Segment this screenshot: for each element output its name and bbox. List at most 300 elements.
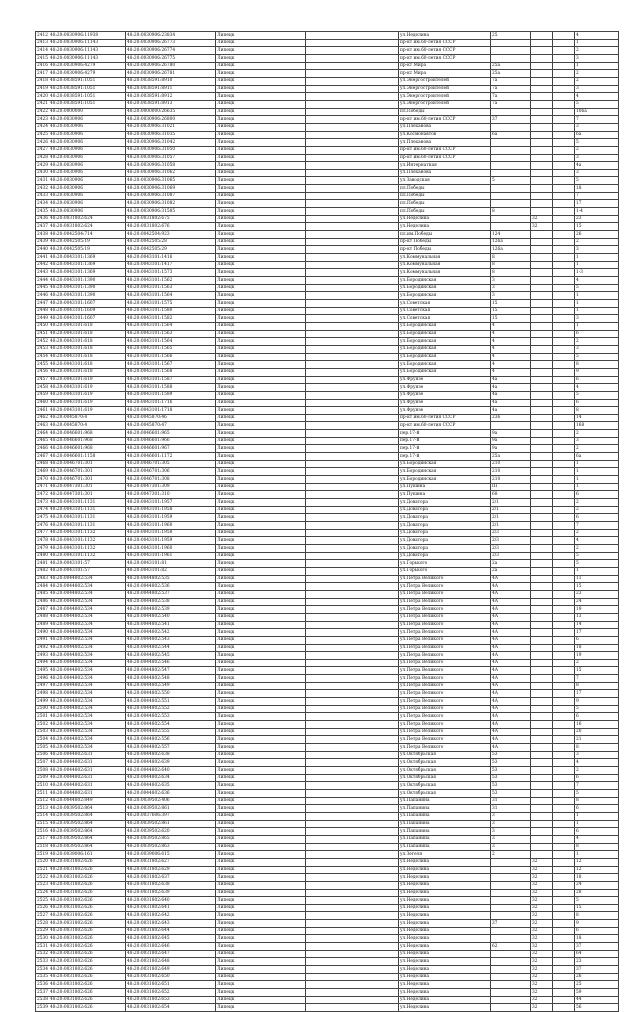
cadastral-block: 48:20:0030906 <box>50 193 83 199</box>
table-row <box>36 966 619 974</box>
cell-house <box>491 47 531 55</box>
cell-empty <box>306 583 399 591</box>
cell-house <box>491 215 531 223</box>
table-row <box>36 721 619 729</box>
cell-flat: 1 <box>575 322 619 330</box>
table-row <box>36 736 619 744</box>
cadastral-block: 48:20:0031802:626 <box>50 905 93 911</box>
cell-street: пр-кт Победы <box>399 238 491 246</box>
cell-flat: 4 <box>575 759 619 767</box>
cell-empty <box>306 1004 399 1012</box>
cell-number-cadastral <box>36 797 126 805</box>
cell-house: 2/3 <box>491 552 531 560</box>
cell-extra <box>553 254 575 262</box>
cadastral-block: 48:20:0031802:626 <box>50 890 93 896</box>
cell-building <box>531 774 553 782</box>
cell-number-cadastral <box>36 889 126 897</box>
row-number: 2505 <box>37 744 48 750</box>
table-row <box>36 950 619 958</box>
cell-city: Липецк <box>216 514 306 522</box>
row-number: 2452 <box>37 338 48 344</box>
cell-street: ул.Неделина <box>399 904 491 912</box>
cell-city: Липецк <box>216 292 306 300</box>
cell-empty <box>306 675 399 683</box>
row-number: 2525 <box>37 897 48 903</box>
cell-street: пр-кт Мира <box>399 70 491 78</box>
cell-cadastral-number: 48:20:0043101:1957 <box>126 499 216 507</box>
table-row <box>36 544 619 552</box>
cell-empty <box>306 629 399 637</box>
cell-street: ул.Фрунзе <box>399 407 491 415</box>
cell-flat: 3 <box>575 437 619 445</box>
cell-street: ул.Неделина <box>399 973 491 981</box>
cell-number-cadastral <box>36 208 126 216</box>
row-number: 2497 <box>37 683 48 689</box>
cell-empty <box>306 812 399 820</box>
table-row <box>36 491 619 499</box>
cell-extra <box>553 100 575 108</box>
cadastral-block: 48:20:0030906:11143 <box>50 40 99 46</box>
cell-number-cadastral <box>36 652 126 660</box>
cell-building <box>531 54 553 62</box>
cell-cadastral-number: 48:20:0047301:309 <box>126 483 216 491</box>
cell-empty <box>306 567 399 575</box>
cell-number-cadastral <box>36 583 126 591</box>
cell-empty <box>306 889 399 897</box>
cell-city: Липецк <box>216 460 306 468</box>
cell-extra <box>553 185 575 193</box>
cell-street: пл.Победы <box>399 200 491 208</box>
cell-number-cadastral <box>36 774 126 782</box>
cell-city: Липецк <box>216 277 306 285</box>
cell-street: ул.Петра Великого <box>399 644 491 652</box>
cadastral-block: 48:20:0043101:1131 <box>50 522 96 528</box>
row-number: 2490 <box>37 629 48 635</box>
cadastral-block: 48:20:0043101:1607 <box>50 315 96 321</box>
row-number: 2530 <box>37 935 48 941</box>
cell-extra <box>553 874 575 882</box>
cell-street: ул.Энергостроителей <box>399 93 491 101</box>
cell-flat: 59 <box>575 989 619 997</box>
cell-flat: 4 <box>575 384 619 392</box>
cell-extra <box>553 560 575 568</box>
cell-flat: 5 <box>575 391 619 399</box>
row-number: 2489 <box>37 622 48 628</box>
cell-flat: 2 <box>575 499 619 507</box>
cell-empty <box>306 797 399 805</box>
table-row <box>36 621 619 629</box>
cell-flat: 2 <box>575 529 619 537</box>
table-row <box>36 108 619 116</box>
cell-house: 4А <box>491 652 531 660</box>
cell-building <box>531 177 553 185</box>
cell-house: 5 <box>491 177 531 185</box>
cell-number-cadastral <box>36 322 126 330</box>
cell-building <box>531 522 553 530</box>
cell-extra <box>553 261 575 269</box>
cell-number-cadastral <box>36 843 126 851</box>
row-number: 2538 <box>37 997 48 1003</box>
cell-city: Липецк <box>216 544 306 552</box>
table-row <box>36 774 619 782</box>
cell-number-cadastral <box>36 77 126 85</box>
cell-building <box>531 690 553 698</box>
cell-city: Липецк <box>216 139 306 147</box>
cadastral-block: 48:20:0039006:161 <box>50 851 93 857</box>
cell-city: Липецк <box>216 552 306 560</box>
cell-empty <box>306 123 399 131</box>
cadastral-block: 48:20:0030906 <box>50 132 83 138</box>
cell-city: Липецк <box>216 353 306 361</box>
cadastral-block: 48:20:0042505:19 <box>50 239 90 245</box>
cadastral-block: 48:20:0030906:11938 <box>50 32 99 38</box>
table-row <box>36 192 619 200</box>
cadastral-block: 48:20:0046601:968 <box>50 430 93 436</box>
cell-flat: 106а <box>575 108 619 116</box>
cell-building <box>531 721 553 729</box>
cadastral-block: 48:20:0044802:534 <box>50 583 93 589</box>
table-row <box>36 384 619 392</box>
row-number: 2519 <box>37 851 48 857</box>
row-number: 2527 <box>37 913 48 918</box>
cell-building <box>531 598 553 606</box>
cadastral-block: 48:20:0043101:1390 <box>50 285 96 291</box>
table-row <box>36 728 619 736</box>
cell-city: Липецк <box>216 39 306 47</box>
cell-house: 2/3 <box>491 529 531 537</box>
cell-house: 53 <box>491 751 531 759</box>
cell-city: Липецк <box>216 85 306 93</box>
cell-house <box>491 154 531 162</box>
row-number: 2419 <box>37 86 48 92</box>
cell-city: Липецк <box>216 223 306 231</box>
cell-building <box>531 39 553 47</box>
row-number: 2420 <box>37 93 48 99</box>
table-row <box>36 445 619 453</box>
cell-building <box>531 62 553 70</box>
cell-cadastral-number: 48:20:0044802:546 <box>126 659 216 667</box>
cell-street: ул.Неделина <box>399 858 491 866</box>
cell-extra <box>553 858 575 866</box>
cell-house: 2/1 <box>491 514 531 522</box>
table-row <box>36 820 619 828</box>
cell-number-cadastral <box>36 353 126 361</box>
cell-cadastral-number: 48:20:0043101:1959 <box>126 514 216 522</box>
cell-city: Липецк <box>216 522 306 530</box>
cell-extra <box>553 483 575 491</box>
cadastral-block: 48:20:0030906 <box>50 147 83 153</box>
cell-empty <box>306 698 399 706</box>
cell-number-cadastral <box>36 575 126 583</box>
cell-flat: 4 <box>575 537 619 545</box>
cadastral-block: 48:20:0038591:1051 <box>50 101 96 107</box>
cell-flat: 5 <box>575 353 619 361</box>
cell-number-cadastral <box>36 215 126 223</box>
cell-extra <box>553 269 575 277</box>
cell-house <box>491 966 531 974</box>
row-number: 2539 <box>37 1004 48 1010</box>
cell-city: Липецк <box>216 904 306 912</box>
cell-street: ул.Петра Великого <box>399 705 491 713</box>
cell-flat: 7 <box>575 192 619 200</box>
cell-house: 53 <box>491 759 531 767</box>
cadastral-block: 48:20:0031802:626 <box>50 859 93 865</box>
table-row <box>36 881 619 889</box>
cell-house: 4А <box>491 575 531 583</box>
cell-extra <box>553 368 575 376</box>
cell-building: 32 <box>531 215 553 223</box>
cell-house <box>491 958 531 966</box>
cell-street: ул.Фрунзе <box>399 376 491 384</box>
row-number: 2531 <box>37 943 48 949</box>
cell-house: 2/3 <box>491 537 531 545</box>
cell-city: Липецк <box>216 682 306 690</box>
table-row <box>36 54 619 62</box>
row-number: 2503 <box>37 729 48 735</box>
cell-street: ул.Неделина <box>399 943 491 951</box>
cell-number-cadastral <box>36 162 126 170</box>
cell-cadastral-number: 48:20:0031802:675 <box>126 215 216 223</box>
cell-number-cadastral <box>36 973 126 981</box>
cell-building <box>531 192 553 200</box>
cell-cadastral-number: 48:20:0039006:615 <box>126 851 216 859</box>
cell-number-cadastral <box>36 269 126 277</box>
cell-empty <box>306 973 399 981</box>
cell-flat: 3 <box>575 169 619 177</box>
cell-street: ул.Неделина <box>399 897 491 905</box>
cell-flat: 13 <box>575 613 619 621</box>
cell-cadastral-number: 48:20:0039502:861 <box>126 805 216 813</box>
cell-extra <box>553 139 575 147</box>
cell-number-cadastral <box>36 391 126 399</box>
cell-flat: 24 <box>575 881 619 889</box>
cell-city: Липецк <box>216 116 306 124</box>
table-row <box>36 169 619 177</box>
cell-building <box>531 368 553 376</box>
cell-house: 68 <box>491 491 531 499</box>
cell-cadastral-number: 48:20:0044802:540 <box>126 613 216 621</box>
cell-empty <box>306 476 399 484</box>
cell-building <box>531 529 553 537</box>
cadastral-block: 48:20:0046601:1158 <box>50 453 96 459</box>
cell-building <box>531 675 553 683</box>
cell-house: 4а <box>491 407 531 415</box>
table-row <box>36 996 619 1004</box>
cell-house: 4А <box>491 583 531 591</box>
cell-number-cadastral <box>36 185 126 193</box>
row-number: 2417 <box>37 70 48 76</box>
cell-building <box>531 307 553 315</box>
cadastral-block: 48:20:0044802:534 <box>50 629 93 635</box>
row-number: 2463 <box>37 423 48 428</box>
cell-house: 8 <box>491 261 531 269</box>
cadastral-block: 48:20:0039502:864 <box>50 844 93 850</box>
cell-house: 53 <box>491 767 531 775</box>
cell-flat: 7 <box>575 116 619 124</box>
row-number: 2456 <box>37 369 48 375</box>
cell-cadastral-number: 48:20:0031802:650 <box>126 973 216 981</box>
cell-house: 31 <box>491 797 531 805</box>
cell-empty <box>306 238 399 246</box>
cell-empty <box>306 667 399 675</box>
row-number: 2514 <box>37 813 48 819</box>
cell-street: ул.Неделина <box>399 889 491 897</box>
cadastral-block: 48:20:0000000 <box>50 109 83 115</box>
cell-number-cadastral <box>36 131 126 139</box>
cell-cadastral-number: 48:20:0039502:865 <box>126 835 216 843</box>
cell-flat: 1 <box>575 476 619 484</box>
cell-flat: 5 <box>575 560 619 568</box>
cell-extra <box>553 39 575 47</box>
cadastral-block: 48:20:0045870:4 <box>50 423 88 428</box>
cell-house: 4А <box>491 636 531 644</box>
cell-cadastral-number: 48:20:0030906:31057 <box>126 154 216 162</box>
cell-building <box>531 292 553 300</box>
cell-building <box>531 797 553 805</box>
cell-cadastral-number: 48:20:0031802:654 <box>126 1004 216 1012</box>
cadastral-block: 48:20:0031802:626 <box>50 928 93 934</box>
table-row <box>36 330 619 338</box>
cell-city: Липецк <box>216 200 306 208</box>
cell-building: 32 <box>531 1004 553 1012</box>
cadastral-block: 48:20:0043101:1132 <box>50 553 96 559</box>
row-number: 2432 <box>37 185 48 191</box>
cell-house: 4А <box>491 606 531 614</box>
row-number: 2436 <box>37 216 48 222</box>
cell-street: пр-кт им.60-летия СССР <box>399 54 491 62</box>
cell-cadastral-number: 48:20:0043101:1958 <box>126 506 216 514</box>
cell-building <box>531 338 553 346</box>
cell-number-cadastral <box>36 958 126 966</box>
cell-extra <box>553 169 575 177</box>
cell-flat: 37 <box>575 943 619 951</box>
cell-city: Липецк <box>216 927 306 935</box>
cell-building <box>531 460 553 468</box>
cell-city: Липецк <box>216 131 306 139</box>
cell-extra <box>553 108 575 116</box>
cell-flat: 4 <box>575 277 619 285</box>
table-row <box>36 767 619 775</box>
cadastral-block: 48:20:0043101:1369 <box>50 254 96 260</box>
cell-house <box>491 973 531 981</box>
cell-street: ул.Папанина <box>399 812 491 820</box>
cell-flat: 20 <box>575 728 619 736</box>
cell-number-cadastral <box>36 675 126 683</box>
cell-empty <box>306 759 399 767</box>
cell-cadastral-number: 48:20:0044802:538 <box>126 598 216 606</box>
cell-empty <box>306 560 399 568</box>
cell-city: Липецк <box>216 989 306 997</box>
cell-extra <box>553 943 575 951</box>
cell-street: ул.Петра Великого <box>399 682 491 690</box>
cell-extra <box>553 629 575 637</box>
cell-extra <box>553 652 575 660</box>
table-row <box>36 269 619 277</box>
table-row <box>36 675 619 683</box>
cell-empty <box>306 927 399 935</box>
cell-building: 32 <box>531 981 553 989</box>
cell-number-cadastral <box>36 47 126 55</box>
row-number: 2500 <box>37 706 48 712</box>
table-row <box>36 32 619 40</box>
cell-extra <box>553 192 575 200</box>
table-row <box>36 812 619 820</box>
cell-street: пер.17-й <box>399 445 491 453</box>
table-row <box>36 414 619 422</box>
cadastral-block: 48:20:0044802:534 <box>50 606 93 612</box>
cell-number-cadastral <box>36 407 126 415</box>
cell-flat: 5 <box>575 139 619 147</box>
cell-building <box>531 47 553 55</box>
cell-flat: 7 <box>575 675 619 683</box>
cell-cadastral-number: 48:20:0030906:31035 <box>126 131 216 139</box>
cell-house: 53 <box>491 774 531 782</box>
cadastral-block: 48:20:0044802:534 <box>50 668 93 673</box>
cell-city: Липецк <box>216 169 306 177</box>
row-number: 2426 <box>37 139 48 145</box>
cell-city: Липецк <box>216 315 306 323</box>
cell-flat: 15 <box>575 904 619 912</box>
cell-cadastral-number: 48:20:0043101:1564 <box>126 292 216 300</box>
cadastral-block: 48:20:0044802:534 <box>50 736 93 742</box>
cadastral-block: 48:20:0044802:534 <box>50 721 93 727</box>
cell-empty <box>306 552 399 560</box>
cell-city: Липецк <box>216 996 306 1004</box>
cadastral-block: 48:20:0031802:624 <box>50 223 93 229</box>
cell-house <box>491 422 531 430</box>
cell-street: ул.Бородинская <box>399 292 491 300</box>
cell-building <box>531 453 553 461</box>
table-row <box>36 238 619 246</box>
cell-city: Липецк <box>216 93 306 101</box>
table-row <box>36 698 619 706</box>
cell-cadastral-number: 48:20:0043101:1566 <box>126 353 216 361</box>
cell-empty <box>306 659 399 667</box>
cadastral-block: 48:20:0044802:534 <box>50 675 93 681</box>
cell-building <box>531 376 553 384</box>
cell-extra <box>553 322 575 330</box>
cell-city: Липецк <box>216 736 306 744</box>
cell-building: 32 <box>531 958 553 966</box>
table-row <box>36 315 619 323</box>
cell-house: 3 <box>491 820 531 828</box>
cell-building: 32 <box>531 989 553 997</box>
cell-flat: 6 <box>575 927 619 935</box>
cell-city: Липецк <box>216 675 306 683</box>
cell-house: 4а <box>491 391 531 399</box>
cell-city: Липецк <box>216 629 306 637</box>
cadastral-block: 48:20:0044802:849 <box>50 798 93 804</box>
cell-empty <box>306 192 399 200</box>
cell-cadastral-number: 48:20:0030906:26775 <box>126 54 216 62</box>
cell-street: пр-кт им.60-летия СССР <box>399 422 491 430</box>
cell-empty <box>306 231 399 239</box>
cell-extra <box>553 460 575 468</box>
cell-number-cadastral <box>36 690 126 698</box>
cell-house <box>491 39 531 47</box>
cell-city: Липецк <box>216 698 306 706</box>
cell-street: ул.Бородинская <box>399 468 491 476</box>
table-row <box>36 912 619 920</box>
cell-number-cadastral <box>36 606 126 614</box>
cell-empty <box>306 70 399 78</box>
cell-extra <box>553 338 575 346</box>
cell-number-cadastral <box>36 782 126 790</box>
cadastral-block: 48:20:0044802:631 <box>50 752 93 758</box>
cell-number-cadastral <box>36 368 126 376</box>
cell-house: 4А <box>491 721 531 729</box>
cell-cadastral-number: 48:20:0031802:642 <box>126 912 216 920</box>
